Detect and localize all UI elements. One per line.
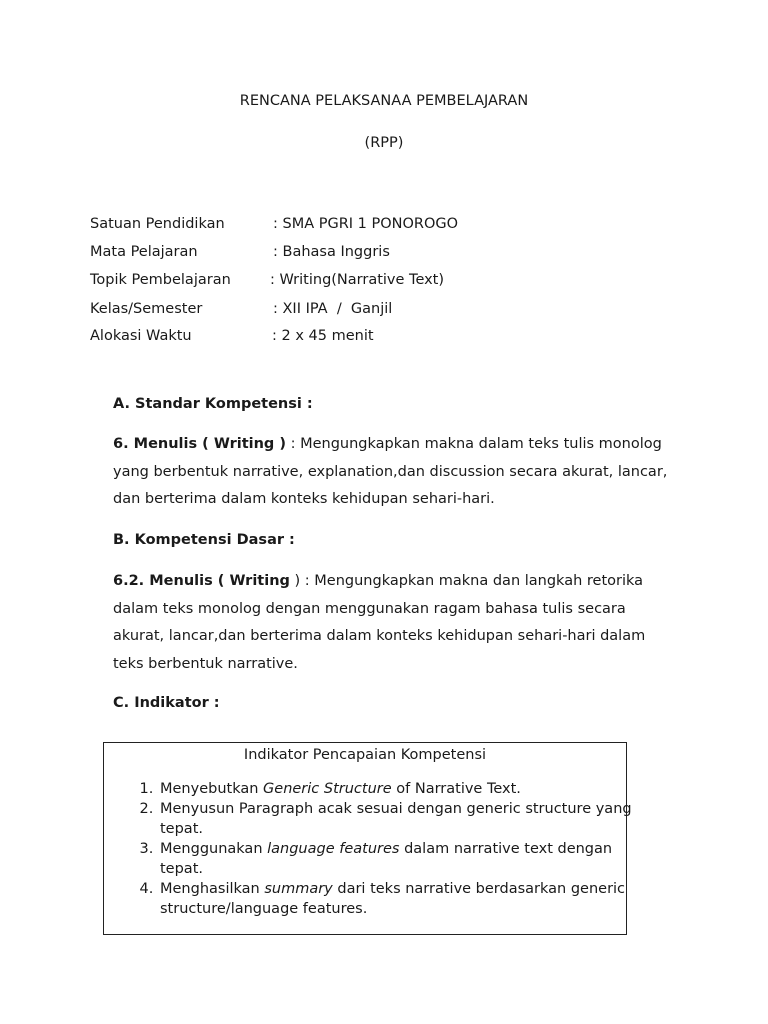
identity-label: Topik Pembelajaran bbox=[90, 272, 231, 288]
section-b-bold: 6.2. Menulis ( Writing bbox=[113, 573, 290, 589]
identity-row-satuan bbox=[90, 216, 459, 232]
section-b-text: ) : Mengungkapkan makna dan langkah retorika dalam teks monolog dengan menggunakan ragam bahasa tulis secara akurat, lancar,dan berterima dalam konteks kehidupan sehari-hari dalam teks berbentuk narrative. bbox=[113, 573, 646, 672]
document-title: RENCANA PELAKSANAA PEMBELAJARAN bbox=[239, 93, 529, 109]
indicator-box-title: Indikator Pencapaian Kompetensi bbox=[243, 747, 487, 763]
identity-label: Mata Pelajaran bbox=[90, 244, 198, 260]
indicator-item bbox=[158, 779, 648, 799]
identity-label: Alokasi Waktu bbox=[90, 328, 192, 344]
section-c-heading: C. Indikator : bbox=[113, 695, 220, 711]
section-a-text: : Mengungkapkan makna dalam teks tulis monolog yang berbentuk narrative, explanation,dan discussion secara akurat, lancar, dan berterima dalam konteks kehidupan sehari-hari. bbox=[113, 436, 668, 507]
indicator-text: dari teks narrative berdasarkan generic structure/language features. bbox=[160, 881, 626, 917]
section-b-heading: B. Kompetensi Dasar : bbox=[113, 532, 295, 548]
indicator-item bbox=[158, 799, 648, 839]
section-b-paragraph bbox=[113, 568, 673, 678]
identity-value: : 2 x 45 menit bbox=[272, 328, 374, 344]
indicator-text: of Narrative Text. bbox=[391, 781, 521, 797]
identity-value: : SMA PGRI 1 PONOROGO bbox=[273, 216, 459, 232]
document-subtitle: (RPP) bbox=[364, 135, 404, 151]
identity-label: Kelas/Semester bbox=[90, 301, 203, 317]
identity-row-mapel bbox=[90, 244, 390, 260]
indicator-list bbox=[104, 779, 648, 919]
section-a-bold: 6. Menulis ( Writing ) bbox=[113, 436, 286, 452]
indicator-emphasis: Generic Structure bbox=[263, 781, 392, 797]
indicator-item bbox=[158, 879, 648, 919]
identity-value: : Bahasa Inggris bbox=[273, 244, 390, 260]
section-a-heading: A. Standar Kompetensi : bbox=[113, 396, 313, 412]
identity-value: : Writing(Narrative Text) bbox=[270, 272, 445, 288]
identity-row-alokasi bbox=[90, 328, 374, 344]
indicator-emphasis: language features bbox=[267, 841, 400, 857]
indicator-text: dalam narrative text dengan tepat. bbox=[160, 841, 613, 877]
identity-row-kelas bbox=[90, 301, 393, 317]
indicator-text: Menyebutkan bbox=[160, 781, 264, 797]
indicator-text: Menyusun Paragraph acak sesuai dengan generic structure yang tepat. bbox=[160, 801, 632, 837]
section-a-paragraph bbox=[113, 431, 673, 514]
indicator-text: Menggunakan bbox=[160, 841, 268, 857]
indicator-item bbox=[158, 839, 648, 879]
indicator-text: Menghasilkan bbox=[160, 881, 265, 897]
identity-row-topik bbox=[90, 272, 445, 288]
identity-label: Satuan Pendidikan bbox=[90, 216, 225, 232]
identity-value: : XII IPA / Ganjil bbox=[273, 301, 393, 317]
indicator-emphasis: summary bbox=[264, 881, 333, 897]
indicator-box bbox=[103, 742, 632, 935]
